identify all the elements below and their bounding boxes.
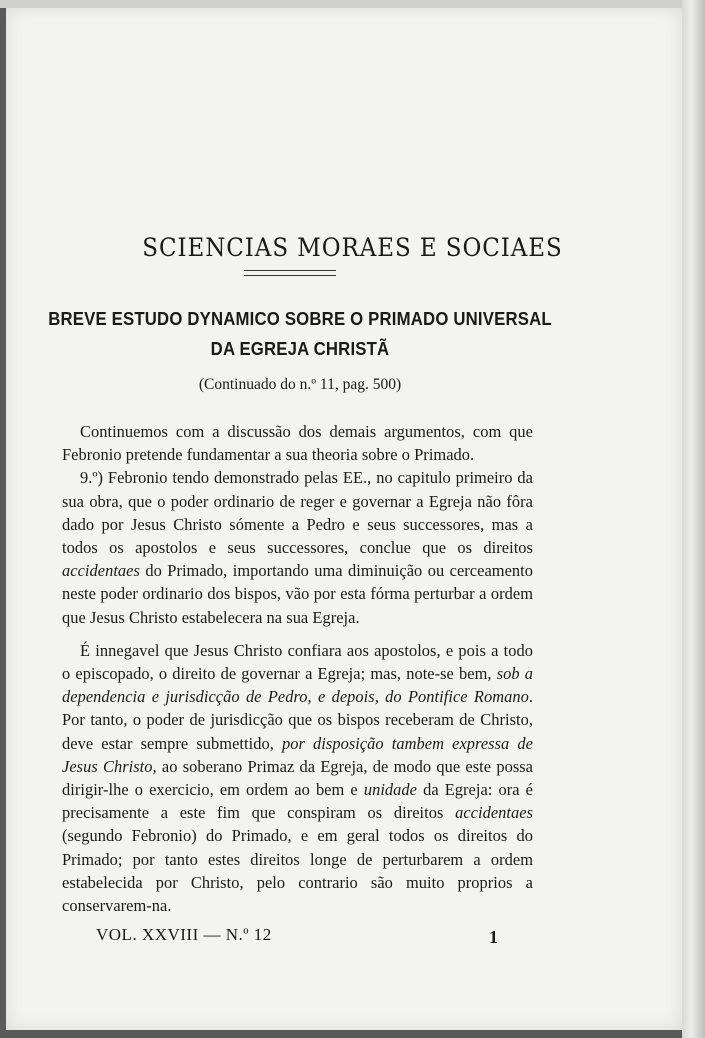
page-right-edge [682,0,705,1038]
article-title-line-2: DA EGREJA CHRISTÃ [210,339,390,359]
article-body [62,420,533,917]
continuation-note: (Continuado do n.º 11, pag. 500) [198,376,402,393]
article-title-line-1: BREVE ESTUDO DYNAMICO SOBRE O PRIMADO UNIVERSAL [48,309,552,329]
paragraph-3: É innegavel que Jesus Christo confiara aos apostolos, e pois a todo o episcopado, o direito de governar a Egreja; mas, note-se bem, sob a dependencia e jurisdicção de Pedro, e depois, do Pontifice Romano. Por tanto, o poder de jurisdicção que os bispos receberam de Christo, deve estar sempre submettido, por disposição tambem expressa de Jesus Christo, ao soberano Primaz da Egreja, de modo que este possa dirigir-lhe o exercicio, em ordem ao bem e unidade da Egreja: ora é precisamente a este fim que conspiram os direitos accidentaes (segundo Febronio) do Primado, e em geral todos os direitos do Primado; por tanto estes direitos longe de perturbarem a ordem estabelecida por Christo, pelo contrario são muito proprios a conservarem-na. [62,640,534,916]
volume-footer: VOL. XXVIII — N.º 12 [96,925,272,944]
decorative-rule [244,270,336,276]
signature-mark: 1 [489,927,498,947]
page-top-edge [0,0,705,8]
section-title: SCIENCIAS MORAES E SOCIAES [142,232,563,262]
paragraph-1: Continuemos com a discussão dos demais argumentos, com que Febronio pretende fundamentar a sua theoria sobre o Primado. [62,422,533,465]
paragraph-2: 9.º) Febronio tendo demonstrado pelas EE., no capitulo primeiro da sua obra, que o poder ordinario de reger e governar a Egreja não fôra dado por Jesus Christo sómente a Pedro e seus successores, mas a todos os apostolos e seus successores, conclue que os direitos accidentaes do Primado, importando uma diminuição ou cerceamento neste poder ordinario dos bispos, vão por esta fórma perturbar a ordem que Jesus Christo estabelecera na sua Egreja. [62,468,533,627]
